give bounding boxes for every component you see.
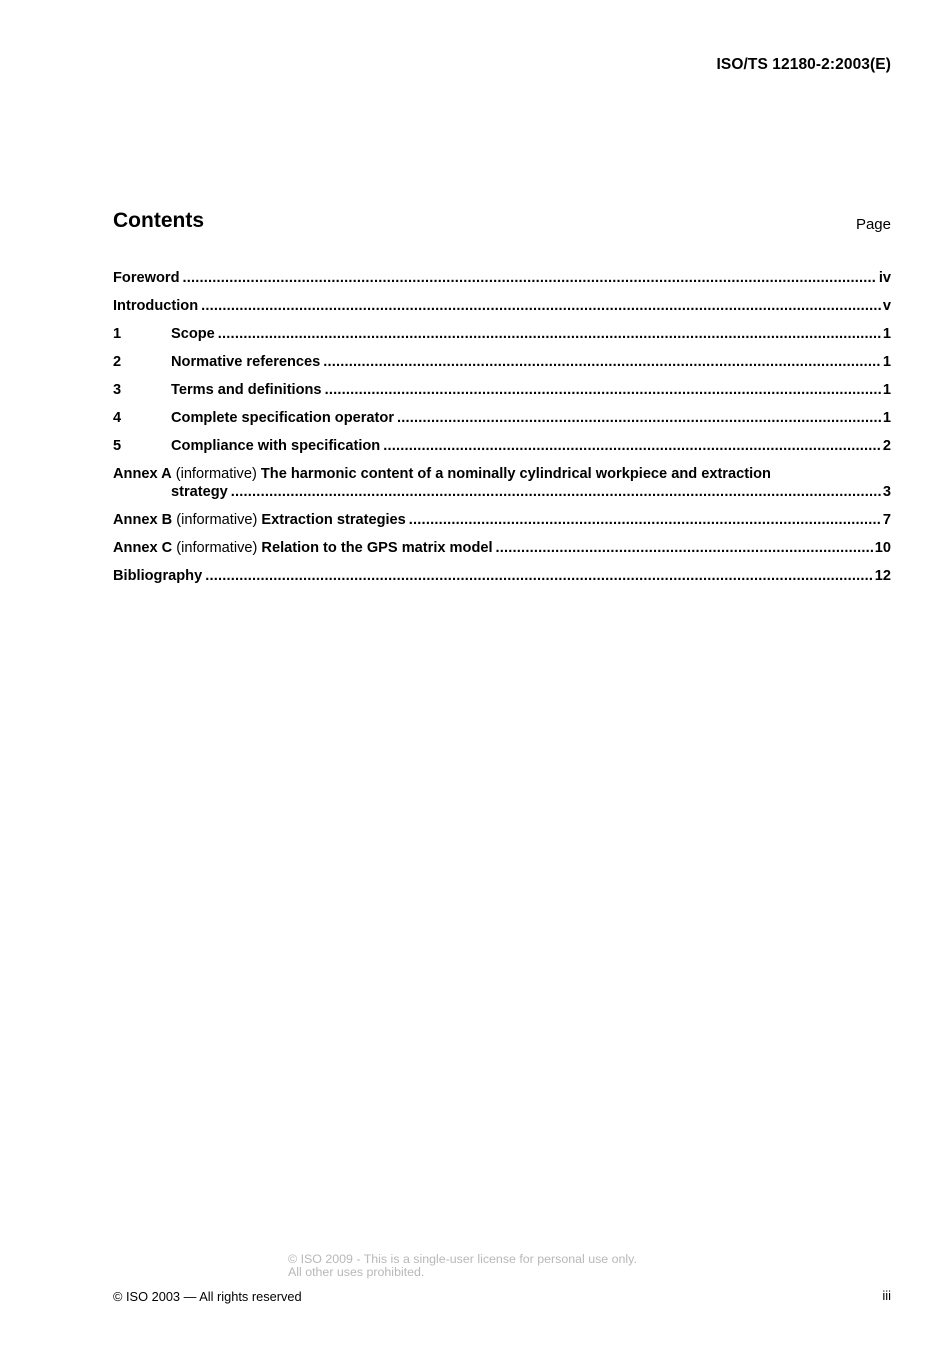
toc-number: 4 bbox=[113, 410, 122, 426]
toc-entry-introduction[interactable] bbox=[113, 296, 891, 324]
toc-page: iv bbox=[878, 270, 891, 286]
annex-type: (informative) bbox=[176, 540, 258, 556]
table-of-contents bbox=[113, 268, 891, 594]
dot-leader bbox=[325, 380, 881, 400]
toc-title: Introduction bbox=[113, 298, 199, 314]
dot-leader bbox=[496, 538, 873, 558]
footer-copyright: © ISO 2003 — All rights reserved bbox=[113, 1289, 302, 1304]
annex-label: Annex A bbox=[113, 466, 172, 482]
toc-page: 1 bbox=[882, 354, 891, 370]
toc-title: Complete specification operator bbox=[171, 410, 395, 426]
license-notice bbox=[288, 1253, 637, 1279]
document-id: ISO/TS 12180-2:2003(E) bbox=[716, 56, 891, 73]
toc-page: 10 bbox=[874, 540, 891, 556]
annex-title: Extraction strategies bbox=[261, 512, 406, 528]
toc-number: 2 bbox=[113, 354, 122, 370]
dot-leader bbox=[409, 510, 881, 530]
toc-entry-terms-and-definitions[interactable] bbox=[113, 380, 891, 408]
toc-page: 2 bbox=[882, 438, 891, 454]
annex-a-line-2 bbox=[113, 482, 891, 502]
annex-title: The harmonic content of a nominally cylindrical workpiece and extraction bbox=[260, 466, 771, 482]
annex-heading bbox=[113, 510, 406, 530]
page-column-label: Page bbox=[855, 216, 891, 233]
toc-entry-annex-a[interactable] bbox=[113, 464, 891, 510]
annex-type: (informative) bbox=[176, 512, 258, 528]
toc-page: 12 bbox=[874, 568, 891, 584]
toc-number: 1 bbox=[113, 326, 122, 342]
dot-leader bbox=[231, 482, 881, 502]
annex-label: Annex C bbox=[113, 540, 173, 556]
dot-leader bbox=[201, 296, 881, 316]
toc-entry-annex-c[interactable] bbox=[113, 538, 891, 566]
dot-leader bbox=[218, 324, 881, 344]
toc-entry-complete-specification-operator[interactable] bbox=[113, 408, 891, 436]
license-line-2: All other uses prohibited. bbox=[288, 1265, 425, 1279]
toc-title: Scope bbox=[171, 326, 215, 342]
toc-title: Normative references bbox=[171, 354, 321, 370]
toc-page: 1 bbox=[882, 326, 891, 342]
annex-type: (informative) bbox=[175, 466, 257, 482]
toc-entry-normative-references[interactable] bbox=[113, 352, 891, 380]
dot-leader bbox=[205, 566, 873, 586]
toc-entry-bibliography[interactable] bbox=[113, 566, 891, 594]
annex-label: Annex B bbox=[113, 512, 173, 528]
annex-title-continued: strategy bbox=[171, 484, 228, 500]
toc-number: 5 bbox=[113, 438, 122, 454]
annex-heading bbox=[113, 538, 493, 558]
toc-entry-scope[interactable] bbox=[113, 324, 891, 352]
toc-page: 1 bbox=[882, 410, 891, 426]
dot-leader bbox=[323, 352, 881, 372]
toc-page: 3 bbox=[882, 484, 891, 500]
license-line-1: © ISO 2009 - This is a single-user license for personal use only. bbox=[288, 1252, 637, 1266]
toc-number: 3 bbox=[113, 382, 122, 398]
toc-title: Bibliography bbox=[113, 568, 203, 584]
toc-title: Foreword bbox=[113, 270, 180, 286]
toc-title: Terms and definitions bbox=[171, 382, 322, 398]
footer-page-number: iii bbox=[882, 1288, 891, 1303]
toc-entry-annex-b[interactable] bbox=[113, 510, 891, 538]
annex-title: Relation to the GPS matrix model bbox=[261, 540, 493, 556]
annex-a-line-1 bbox=[113, 464, 891, 482]
toc-entry-foreword[interactable] bbox=[113, 268, 891, 296]
toc-page: 7 bbox=[882, 512, 891, 528]
toc-page: 1 bbox=[882, 382, 891, 398]
toc-page: v bbox=[882, 298, 891, 314]
dot-leader bbox=[397, 408, 881, 428]
toc-title: Compliance with specification bbox=[171, 438, 381, 454]
contents-heading: Contents bbox=[113, 209, 204, 232]
toc-entry-compliance-with-specification[interactable] bbox=[113, 436, 891, 464]
dot-leader bbox=[383, 436, 881, 456]
dot-leader bbox=[182, 268, 876, 288]
